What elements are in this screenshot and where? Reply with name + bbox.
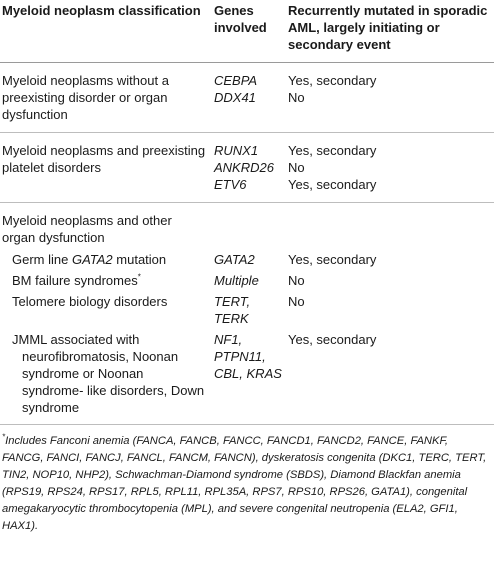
gene-name: TERT, TERK [214,294,251,326]
gene-name: RUNX1 [214,143,259,158]
row-classification: Myeloid neoplasms and preexisting platelet disorders [0,133,212,203]
event-value: No [288,160,305,175]
table-row [0,249,494,270]
gene-name: PTPN11, [214,349,266,364]
row-genes [212,63,286,133]
gene-name: ANKRD26 [214,160,274,175]
row-genes [212,329,286,425]
header-events: Recurrently mutated in sporadic AML, largely initiating or secondary event [286,0,494,63]
footnote-marker: * [2,432,6,442]
row-events [286,291,494,329]
row-genes [212,291,286,329]
footnote-text: Includes Fanconi anemia (FANCA, FANCB, FANCC, FANCD1, FANCD2, FANCE, FANKF, FANCG, FANCI, FANCJ, FANCL, FANCM, FANCN), dyskeratosis congenita (DKC1, TERC, TERT, TIN2, NOP10, NHP2), Schwachman-Diamond syndrome (SBDS), Diamond Blackfan anemia (RPS19, RPS24, RPS17, RPL5, RPL11, RPL35A, RPS7, RPS10, RPS26, GATA1), congenital amegakaryocytic thrombocytopenia (MPL), and severe congenital neutropenia (ELA2, GFI1, HAX1). [2,435,487,532]
gene-name: ETV6 [214,177,247,192]
gene-name: NF1, [214,332,243,347]
event-value: No [288,294,305,309]
group-classification: Myeloid neoplasms and other organ dysfunction [2,213,172,245]
event-value: Yes, secondary [288,177,377,192]
table-row [0,329,494,425]
subrow-label: Germ line GATA2 mutation [12,252,167,267]
event-value: No [288,273,305,288]
table-row [0,270,494,291]
row-genes [212,249,286,270]
table-row [0,203,494,250]
table-header [0,0,494,63]
event-value: Yes, secondary [288,73,377,88]
header-genes: Genes involved [212,0,286,63]
header-classification: Myeloid neoplasm classification [0,0,212,63]
row-events [286,133,494,203]
gene-name: CEBPA [214,73,258,88]
table-row [0,291,494,329]
event-value: Yes, secondary [288,252,377,267]
gene-name: DDX41 [214,90,256,105]
row-events [286,270,494,291]
table-row [0,63,494,133]
gene-name: CBL, KRAS [214,366,282,381]
gene-name: Multiple [214,273,259,288]
event-value: Yes, secondary [288,332,377,347]
table-footnote [0,425,494,535]
gene-name: GATA2 [214,252,255,267]
row-events [286,63,494,133]
row-classification: Myeloid neoplasms without a preexisting disorder or organ dysfunction [0,63,212,133]
event-value: Yes, secondary [288,143,377,158]
row-events [286,249,494,270]
subrow-label: Telomere biology disorders [12,294,168,309]
row-genes [212,270,286,291]
subrow-label: JMML associated with neurofibromatosis, Noonan syndrome or Noonan syndrome- like disorders, Down syndrome [0,329,212,425]
subrow-label: BM failure syndromes* [12,272,141,288]
row-genes [212,133,286,203]
event-value: No [288,90,305,105]
table-row [0,133,494,203]
row-events [286,329,494,425]
